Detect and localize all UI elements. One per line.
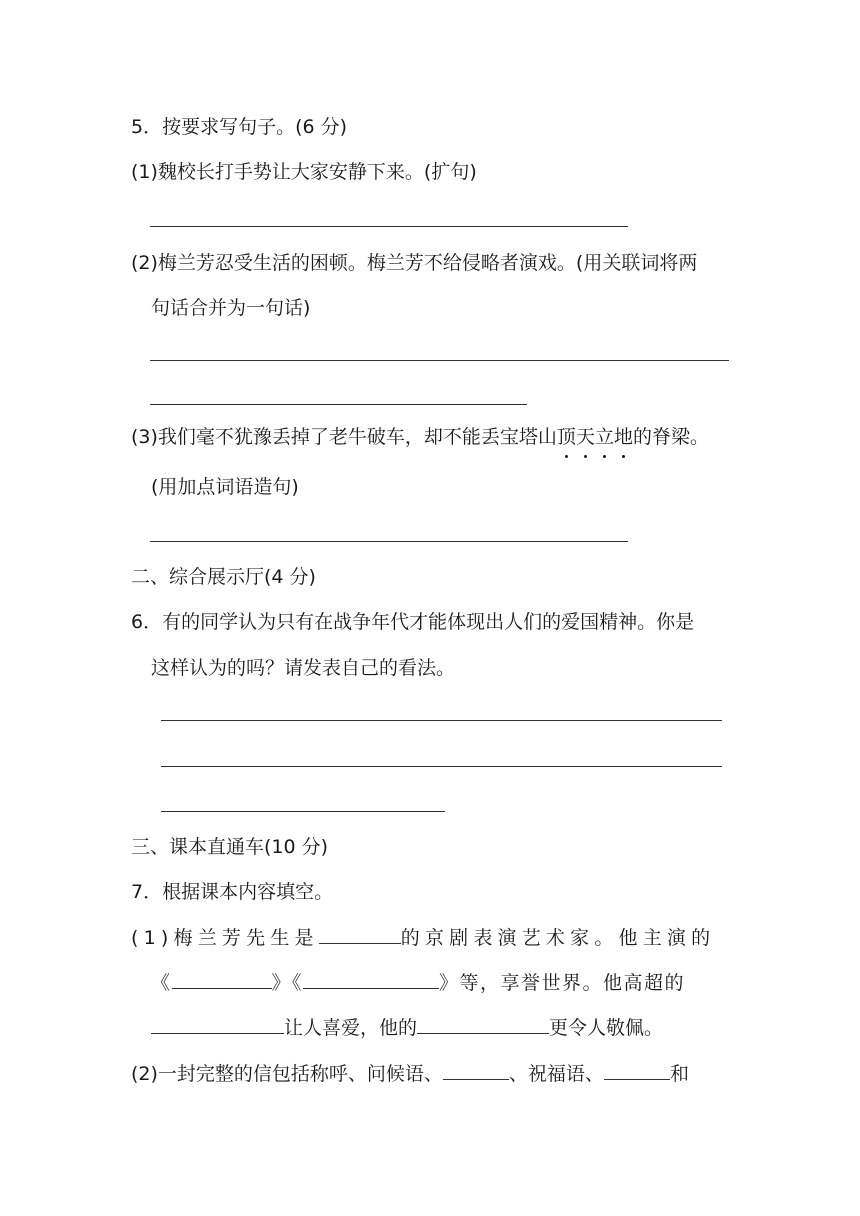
question-7-title: 7．根据课本内容填空。: [131, 881, 334, 903]
fill-blank[interactable]: [417, 1015, 549, 1034]
fill-blank[interactable]: [151, 1015, 284, 1034]
fill-blank[interactable]: [303, 970, 439, 989]
fill-blank[interactable]: [172, 970, 272, 989]
sentence-text: (1)梅兰芳先生是: [131, 927, 319, 949]
question-5-part-3-line-2: (用加点词语造句): [151, 476, 299, 498]
answer-line[interactable]: [150, 404, 527, 405]
sentence-text: 的京剧表演艺术家。他主演的: [400, 927, 716, 949]
answer-line[interactable]: [150, 360, 729, 361]
question-7-part-2-line-1: [131, 1061, 689, 1087]
answer-line[interactable]: [161, 720, 722, 721]
question-5-part-2-line-1: (2)梅兰芳忍受生活的困顿。梅兰芳不给侵略者演戏。(用关联词将两: [131, 252, 698, 274]
question-7-part-1-line-3: [151, 1015, 663, 1041]
fill-blank[interactable]: [604, 1061, 670, 1080]
sentence-text: 《: [151, 972, 172, 994]
answer-line[interactable]: [150, 226, 628, 227]
fill-blank[interactable]: [319, 925, 401, 944]
sentence-text: 》《: [271, 972, 304, 994]
answer-line[interactable]: [161, 766, 722, 767]
sentence-text: 的脊梁。: [632, 426, 709, 448]
sentence-text: 、祝福语、: [508, 1063, 604, 1085]
question-5-part-1: (1)魏校长打手势让大家安静下来。(扩句): [131, 161, 477, 183]
question-7-part-1-line-2: [151, 970, 685, 996]
question-6-line-2: 这样认为的吗？请发表自己的看法。: [151, 657, 456, 679]
question-5-title: 5．按要求写句子。(6 分): [131, 116, 348, 138]
sentence-text: 》等，享誉世界。他高超的: [439, 972, 686, 994]
answer-line[interactable]: [161, 811, 445, 812]
fill-blank[interactable]: [443, 1061, 509, 1080]
sentence-text: (2)一封完整的信包括称呼、问候语、: [131, 1063, 443, 1085]
question-6-line-1: 6．有的同学认为只有在战争年代才能体现出人们的爱国精神。你是: [131, 611, 695, 633]
dotted-char: 立: [594, 426, 614, 448]
dotted-char: 天: [575, 426, 595, 448]
dotted-char: 地: [613, 426, 633, 448]
section-3-title: 三、课本直通车(10 分): [131, 836, 329, 858]
section-2-title: 二、综合展示厅(4 分): [131, 566, 316, 588]
sentence-text: 让人喜爱，他的: [284, 1017, 418, 1039]
answer-line[interactable]: [150, 541, 628, 542]
question-5-part-3-line-1: [131, 424, 709, 450]
sentence-text: 更令人敬佩。: [549, 1017, 664, 1039]
question-5-part-2-line-2: 句话合并为一句话): [151, 297, 311, 319]
sentence-text: (3)我们毫不犹豫丢掉了老牛破车，却不能丢宝塔山: [131, 426, 557, 448]
sentence-text: 和: [669, 1063, 689, 1085]
dotted-char: 顶: [556, 426, 576, 448]
question-7-part-1-line-1: [131, 925, 715, 951]
